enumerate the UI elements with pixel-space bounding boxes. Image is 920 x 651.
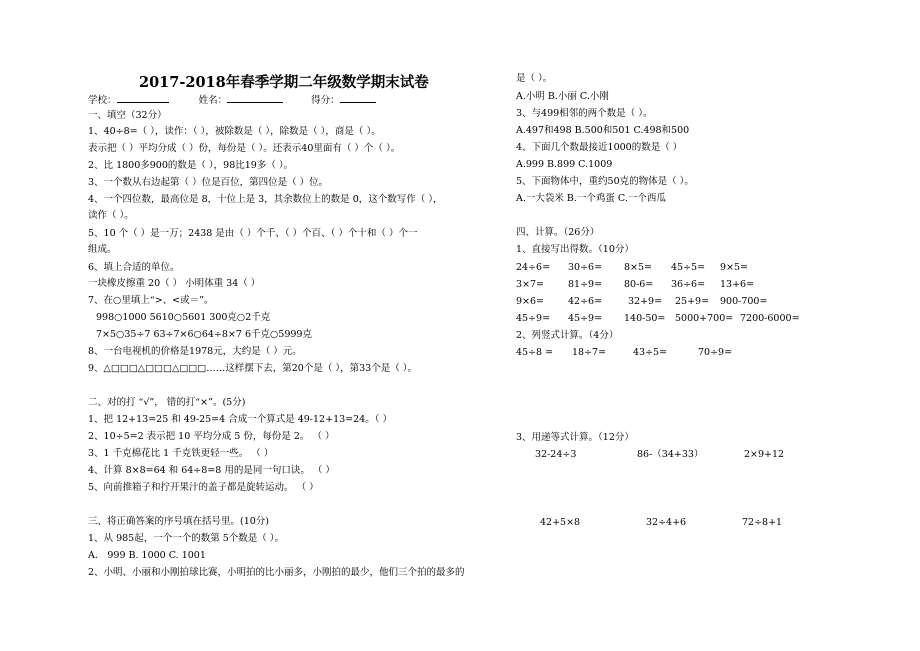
oral-item: 45÷5= bbox=[671, 262, 706, 273]
vertical-item: 18÷7= bbox=[572, 347, 607, 358]
oral-item: 5000+700= bbox=[675, 313, 734, 324]
question-line: 表示把（ ）平均分成（ ）份，每份是（ ）。还表示40里面有（ ）个（ ）。 bbox=[88, 143, 401, 154]
question-line: 1、40÷8=（ ），读作：（ ），被除数是（ ），除数是（ ），商是（ ）。 bbox=[88, 126, 381, 137]
section-2-heading: 二、对的打 “√”， 错的打“×”。(5分) bbox=[88, 397, 246, 408]
question-line: 5、下面物体中，重约50克的物体是（ ）。 bbox=[516, 176, 694, 187]
question-line: A． 999 B. 1000 C. 1001 bbox=[88, 550, 206, 561]
stepwise-item: 72÷8+1 bbox=[742, 517, 783, 528]
question-line: 6、填上合适的单位。 bbox=[88, 262, 180, 273]
stepwise-item: 2×9+12 bbox=[744, 449, 785, 460]
name-label: 姓名： bbox=[198, 95, 228, 106]
question-line: 3、一个数从右边起第（ ）位是百位，第四位是（ ）位。 bbox=[88, 177, 329, 188]
section-1-heading: 一、填空（32分） bbox=[88, 110, 167, 121]
question-line: 2、列竖式计算。（4分） bbox=[516, 330, 619, 341]
vertical-item: 43÷5= bbox=[633, 347, 668, 358]
section-4-heading: 四、计算。（26分） bbox=[516, 227, 600, 238]
question-line: 组成。 bbox=[88, 244, 117, 255]
stepwise-item: 32÷4+6 bbox=[646, 517, 687, 528]
question-line: 4、下面几个数最接近1000的数是（ ） bbox=[516, 142, 683, 153]
vertical-item: 70÷9= bbox=[698, 347, 733, 358]
question-line: 2、10÷5=2 表示把 10 平均分成 5 份，每份是 2。 （ ） bbox=[88, 431, 335, 442]
question-line: 998○1000 5610○5601 300克○2千克 bbox=[96, 312, 271, 323]
student-info-row bbox=[88, 93, 376, 107]
oral-item: 900-700= bbox=[720, 296, 768, 307]
question-line: 9、△□□□△□□□△□□□……这样摆下去，第20个是（ ），第33个是（ ）。 bbox=[88, 363, 417, 374]
oral-item: 24÷6= bbox=[516, 262, 551, 273]
question-line: A.999 B.899 C.1009 bbox=[516, 159, 613, 170]
question-line: 3、用递等式计算。（12分） bbox=[516, 432, 634, 443]
oral-item: 140-50= bbox=[624, 313, 666, 324]
section-3-heading: 三、将正确答案的序号填在括号里。(10分) bbox=[88, 516, 270, 527]
question-line: 是（ ）。 bbox=[516, 73, 553, 84]
stepwise-item: 86-（34+33） bbox=[637, 449, 704, 460]
question-line: 7×5○35÷7 63÷7×6○64÷8×7 6千克○5999克 bbox=[96, 329, 312, 340]
oral-item: 45÷9= bbox=[568, 313, 603, 324]
oral-item: 3×7= bbox=[516, 279, 545, 290]
question-line: 1、把 12+13=25 和 49-25=4 合成一个算式是 49-12+13=24。（ ） bbox=[88, 414, 392, 425]
page-title: 2017-2018年春季学期二年级数学期末试卷 bbox=[139, 74, 429, 91]
oral-item: 9×5= bbox=[720, 262, 749, 273]
question-line: 3、与499相邻的两个数是（ ）。 bbox=[516, 108, 653, 119]
question-line: A.小明 B.小丽 C.小刚 bbox=[516, 91, 609, 102]
question-line: 2、比 1800多900的数是（ ），98比19多（ ）。 bbox=[88, 160, 294, 171]
stepwise-item: 42+5×8 bbox=[540, 517, 581, 528]
score-label: 得分： bbox=[311, 95, 340, 106]
question-line: 2、小明、小丽和小刚拍球比赛，小明拍的比小丽多，小刚拍的最少，他们三个拍的最多的 bbox=[88, 567, 465, 578]
question-line: 1、直接写出得数。（10分） bbox=[516, 244, 634, 255]
question-line: 8、一台电视机的价格是1978元，大约是（ ）元。 bbox=[88, 346, 302, 357]
oral-item: 42÷6= bbox=[568, 296, 603, 307]
score-blank bbox=[340, 93, 376, 103]
question-line: 4、计算 8×8=64 和 64÷8=8 用的是同一句口诀。 （ ） bbox=[88, 465, 335, 476]
question-line: 读作（ ）。 bbox=[88, 210, 134, 221]
oral-item: 8×5= bbox=[624, 262, 653, 273]
question-line: 7、在○里填上“>、<或＝”。 bbox=[88, 295, 214, 306]
question-line: 5、10 个（ ）是一万；2438 是由（ ）个千、（ ）个百、（ ）个十和（ ）个一 bbox=[88, 228, 418, 239]
oral-item: 25+9= bbox=[675, 296, 710, 307]
oral-item: 13+6= bbox=[720, 279, 755, 290]
stepwise-item: 32-24÷3 bbox=[535, 449, 577, 460]
question-line: A.一大袋米 B.一个鸡蛋 C.一个西瓜 bbox=[516, 193, 666, 204]
question-line: 1、从 985起，一个一个的数第 5个数是（ ）。 bbox=[88, 533, 285, 544]
oral-item: 7200-6000= bbox=[740, 313, 800, 324]
oral-item: 32+9= bbox=[628, 296, 663, 307]
school-label: 学校： bbox=[88, 95, 117, 106]
oral-item: 30÷6= bbox=[568, 262, 603, 273]
oral-item: 9×6= bbox=[516, 296, 545, 307]
name-blank bbox=[227, 93, 283, 103]
oral-item: 36÷6= bbox=[671, 279, 706, 290]
question-line: A.497和498 B.500和501 C.498和500 bbox=[516, 125, 690, 136]
vertical-item: 45÷8 = bbox=[516, 347, 554, 358]
oral-item: 45÷9= bbox=[516, 313, 551, 324]
question-line: 3、1 千克棉花比 1 千克铁更轻一些。 （ ） bbox=[88, 448, 274, 459]
school-blank bbox=[117, 93, 169, 103]
oral-item: 80-6= bbox=[624, 279, 654, 290]
question-line: 4、一个四位数，最高位是 8，十位上是 3，其余数位上的数是 0，这个数写作（ ）， bbox=[88, 194, 443, 205]
question-line: 5、向前推箱子和拧开果汁的盖子都是旋转运动。 （ ） bbox=[88, 482, 319, 493]
oral-item: 81÷9= bbox=[568, 279, 603, 290]
question-line: 一块橡皮擦重 20（ ） 小明体重 34（ ） bbox=[88, 278, 261, 289]
